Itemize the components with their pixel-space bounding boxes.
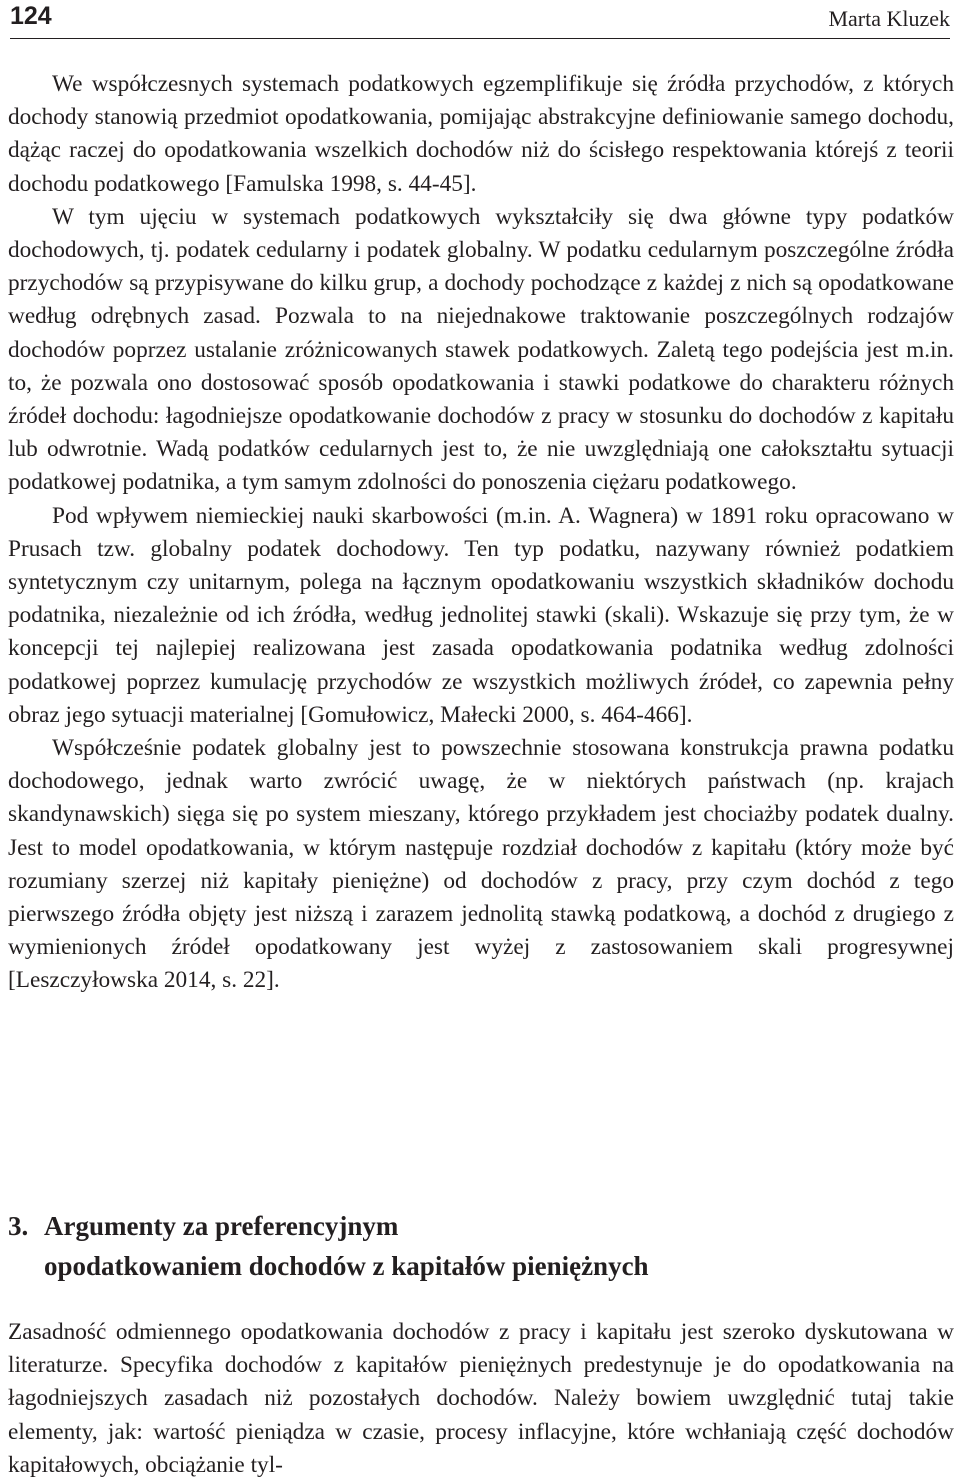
section-heading (8, 1206, 649, 1286)
paragraph: Zasadność odmiennego opodatkowania dochodów z pracy i kapitału jest szeroko dyskutowana w literaturze. Specyfika dochodów z kapitałów pieniężnych predestynuje je do opodatkowania na łagodniejszych zasadach niż pozostałych dochodów. Należy bowiem uwzględnić tutaj takie elementy, jak: wartość pieniądza w czasie, procesy inflacyjne, które wchłaniają część dochodów kapitałowych, obciążanie tyl- (8, 1319, 954, 1478)
section-title-line2: opodatkowaniem dochodów z kapitałów pieniężnych (44, 1251, 649, 1281)
paragraph: Pod wpływem niemieckiej nauki skarbowości (m.in. A. Wagnera) w 1891 roku opracowano w Prusach tzw. globalny podatek dochodowy. Ten typ podatku, nazywany również podatkiem syntetycznym czy unitarnym, polega na łącznym opodatkowaniu wszystkich składników dochodu podatnika, niezależnie od ich źródła, według jednolitej stawki (skali). Wskazuje się przy tym, że w koncepcji tej najlepiej realizowana jest zasada opodatkowania podatnika według zdolności podatkowej poprzez kumulację przychodów ze wszystkich możliwych źródeł, co zapewnia pełny obraz jego sytuacji materialnej [Gomułowicz, Małecki 2000, s. 464-466]. (8, 502, 954, 728)
running-header (10, 0, 950, 39)
running-author: Marta Kluzek (828, 6, 950, 31)
section-title-line1: Argumenty za preferencyjnym (44, 1211, 399, 1241)
section-body-text (8, 1316, 954, 1482)
paragraph: We współczesnych systemach podatkowych egzemplifikuje się źródła przychodów, z których dochody stanowią przedmiot opodatkowania, pomijając abstrakcyjne definiowanie samego dochodu, dążąc raczej do opodatkowania wszelkich dochodów niż do ścisłego respektowania którejś z teorii dochodu podatkowego [Famulska 1998, s. 44-45]. (8, 71, 954, 197)
paragraph: Współcześnie podatek globalny jest to powszechnie stosowana konstrukcja prawna podatku dochodowego, jednak warto zwrócić uwagę, że w niektórych państwach (np. krajach skandynawskich) sięga się po system mieszany, którego przykładem jest chociażby podatek dualny. Jest to model opodatkowania, w którym następuje rozdział dochodów z kapitału (który może być rozumiany szerzej niż kapitały pieniężne) od dochodów z pracy, przy czym dochód z tego pierwszego źródła objęty jest niższą i zarazem jednolitą stawką podatkową, a dochód z drugiego z wymienionych źródeł opodatkowany jest wyżej z zastosowaniem skali progresywnej [Leszczyłowska 2014, s. 22]. (8, 735, 954, 994)
page-number: 124 (10, 2, 52, 30)
section-number: 3. (8, 1211, 29, 1241)
paragraph: W tym ujęciu w systemach podatkowych wykształciły się dwa główne typy podatków dochodowych, tj. podatek cedularny i podatek globalny. W podatku cedularnym poszczególne źródła przychodów są przypisywane do kilku grup, a dochody pochodzące z każdej z nich są opodatkowane według odrębnych zasad. Pozwala to na niejednakowe traktowanie poszczególnych rodzajów dochodów poprzez ustalanie zróżnicowanych stawek podatkowych. Zaletą tego podejścia jest m.in. to, że pozwala ono dostosować sposób opodatkowania i stawki podatkowe do charakteru różnych źródeł dochodu: łagodniejsze opodatkowanie dochodów z pracy w stosunku do dochodów z kapitału lub odwrotnie. Wadą podatków cedularnych jest to, że nie uwzględniają one całokształtu sytuacji podatkowej podatnika, a tym samym zdolności do ponoszenia ciężaru podatkowego. (8, 203, 954, 496)
body-text-block (8, 68, 954, 998)
